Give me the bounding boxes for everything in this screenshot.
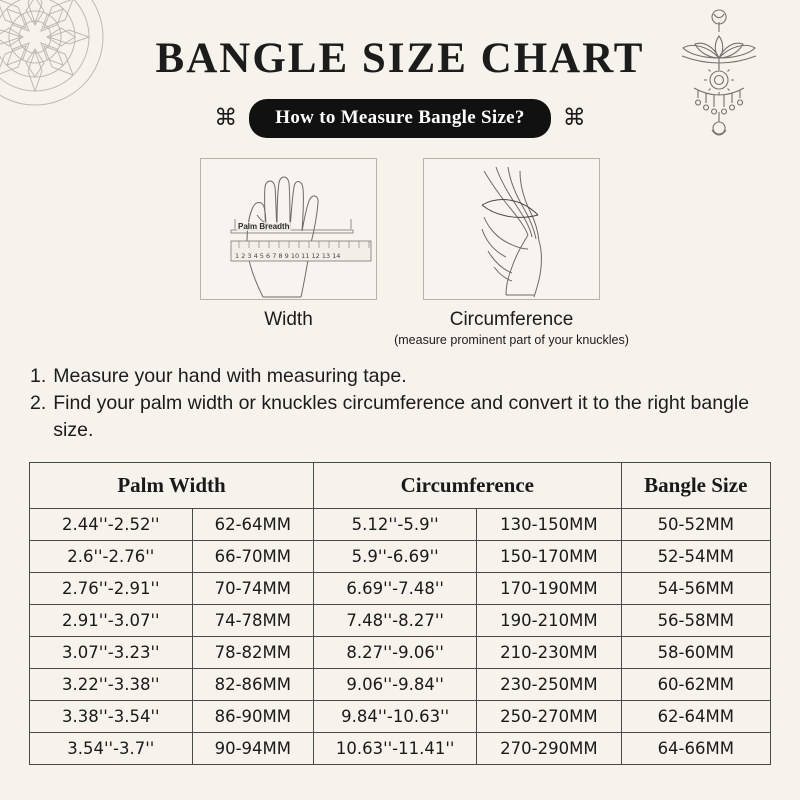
cell-palm-inch: 2.6''-2.76''	[30, 540, 193, 572]
cell-circ-mm: 150-170MM	[477, 540, 621, 572]
cell-palm-inch: 2.91''-3.07''	[30, 604, 193, 636]
instruction-text: Measure your hand with measuring tape.	[53, 365, 407, 387]
cell-bangle-size: 62-64MM	[621, 700, 770, 732]
table-row	[30, 700, 771, 732]
instruction-number: 1.	[30, 365, 47, 387]
table-row	[30, 668, 771, 700]
width-caption: Width	[264, 309, 313, 330]
instruction-step	[30, 363, 760, 390]
ruler-tick-labels: 1 2 3 4 5 6 7 8 9 10 11 12 13 14	[235, 252, 341, 260]
table-row	[30, 604, 771, 636]
table-row	[30, 540, 771, 572]
table-row	[30, 732, 771, 764]
cell-palm-inch: 3.54''-3.7''	[30, 732, 193, 764]
table-row	[30, 636, 771, 668]
cell-circ-mm: 230-250MM	[477, 668, 621, 700]
cell-palm-mm: 62-64MM	[192, 508, 314, 540]
cell-palm-mm: 82-86MM	[192, 668, 314, 700]
cell-circ-mm: 170-190MM	[477, 572, 621, 604]
cell-palm-mm: 70-74MM	[192, 572, 314, 604]
cell-circ-inch: 5.9''-6.69''	[314, 540, 477, 572]
cell-circ-inch: 8.27''-9.06''	[314, 636, 477, 668]
how-to-measure-banner: How to Measure Bangle Size?	[249, 99, 550, 138]
illustration-width	[201, 158, 376, 347]
cell-bangle-size: 58-60MM	[621, 636, 770, 668]
lotus-ornament-icon	[664, 8, 774, 148]
cell-bangle-size: 50-52MM	[621, 508, 770, 540]
table-row	[30, 508, 771, 540]
palm-breadth-label: Palm Breadth	[238, 222, 290, 231]
instruction-text: Find your palm width or knuckles circumference and convert it to the right bangle size.	[53, 391, 750, 441]
cell-palm-inch: 3.38''-3.54''	[30, 700, 193, 732]
cell-palm-mm: 78-82MM	[192, 636, 314, 668]
circumference-subcaption: (measure prominent part of your knuckles)	[394, 333, 629, 347]
header-bangle-size: Bangle Size	[621, 462, 770, 508]
cell-circ-inch: 7.48''-8.27''	[314, 604, 477, 636]
hand-circumference-icon	[424, 159, 599, 299]
cell-palm-inch: 2.76''-2.91''	[30, 572, 193, 604]
cell-circ-inch: 10.63''-11.41''	[314, 732, 477, 764]
cell-palm-mm: 86-90MM	[192, 700, 314, 732]
cell-bangle-size: 64-66MM	[621, 732, 770, 764]
circumference-illustration-box	[423, 158, 600, 300]
cell-circ-mm: 210-230MM	[477, 636, 621, 668]
cell-circ-mm: 250-270MM	[477, 700, 621, 732]
cell-circ-mm: 190-210MM	[477, 604, 621, 636]
width-illustration-box	[200, 158, 377, 300]
illustration-row	[0, 158, 800, 347]
size-chart-table	[29, 462, 771, 765]
cell-circ-inch: 9.06''-9.84''	[314, 668, 477, 700]
page-title: BANGLE SIZE CHART	[155, 35, 645, 82]
cell-palm-mm: 74-78MM	[192, 604, 314, 636]
cell-bangle-size: 54-56MM	[621, 572, 770, 604]
cell-circ-inch: 9.84''-10.63''	[314, 700, 477, 732]
cell-palm-inch: 3.07''-3.23''	[30, 636, 193, 668]
header-circumference: Circumference	[314, 462, 621, 508]
cell-bangle-size: 52-54MM	[621, 540, 770, 572]
cell-palm-inch: 2.44''-2.52''	[30, 508, 193, 540]
illustration-circumference	[394, 158, 629, 347]
table-header-row	[30, 462, 771, 508]
cell-circ-mm: 270-290MM	[477, 732, 621, 764]
header-palm-width: Palm Width	[30, 462, 314, 508]
flourish-left-icon: ⌘	[214, 105, 238, 131]
instruction-step	[30, 390, 760, 444]
cell-palm-inch: 3.22''-3.38''	[30, 668, 193, 700]
cell-palm-mm: 66-70MM	[192, 540, 314, 572]
instruction-number: 2.	[30, 391, 47, 414]
table-body	[30, 508, 771, 764]
cell-bangle-size: 56-58MM	[621, 604, 770, 636]
circumference-caption: Circumference	[449, 309, 574, 330]
mandala-corner-icon	[0, 0, 110, 112]
flourish-right-icon: ⌘	[562, 105, 586, 131]
cell-circ-mm: 130-150MM	[477, 508, 621, 540]
table-row	[30, 572, 771, 604]
cell-palm-mm: 90-94MM	[192, 732, 314, 764]
cell-bangle-size: 60-62MM	[621, 668, 770, 700]
cell-circ-inch: 6.69''-7.48''	[314, 572, 477, 604]
instructions	[30, 363, 760, 444]
cell-circ-inch: 5.12''-5.9''	[314, 508, 477, 540]
